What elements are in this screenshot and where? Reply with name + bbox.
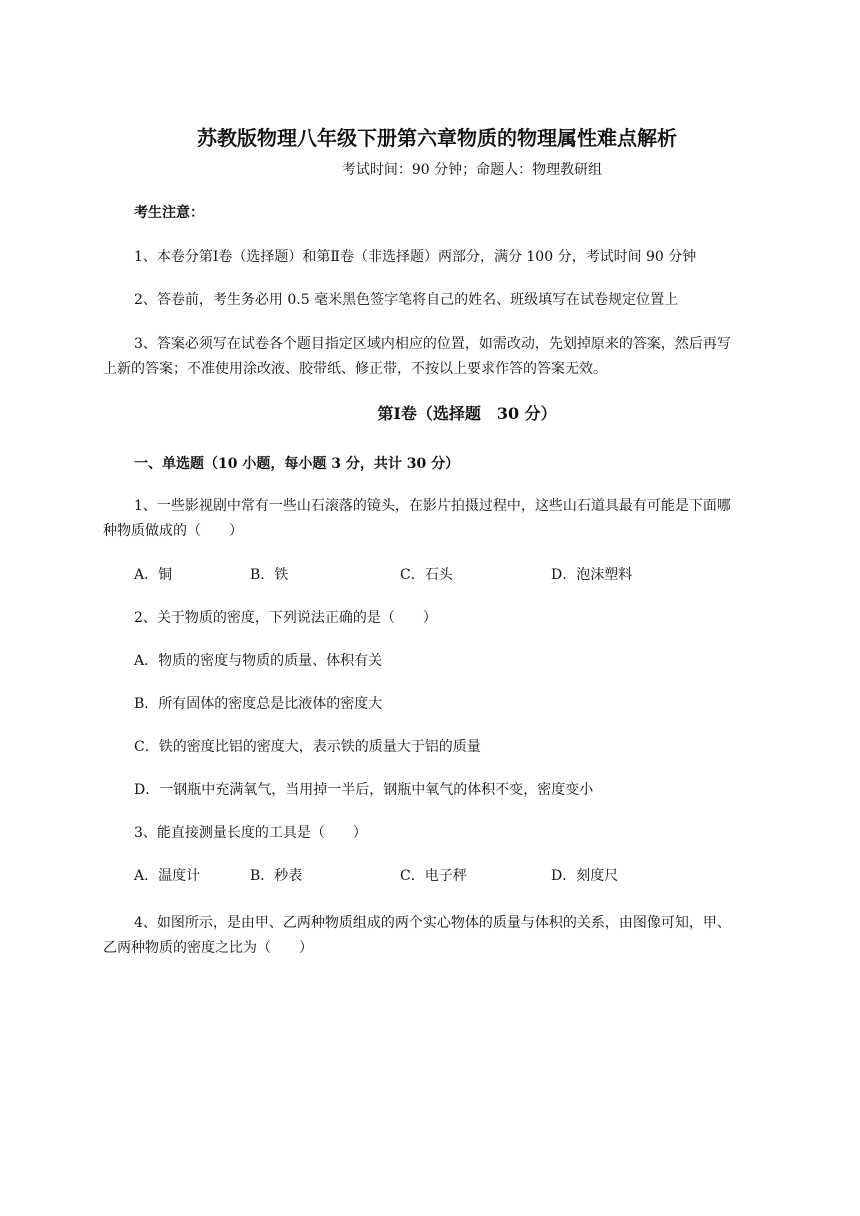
option-b: B．秒表 [250, 868, 303, 884]
option-b: B．所有固体的密度总是比液体的密度大 [134, 696, 383, 712]
option-c: C．铁的密度比铝的密度大，表示铁的质量大于铝的质量 [134, 739, 481, 755]
section-title: 第Ⅰ卷（选择题 30 分） [377, 404, 557, 423]
notice-item: 2、答卷前，考生务必用 0.5 毫米黑色签字笔将自己的姓名、班级填写在试卷规定位置上 [134, 292, 679, 308]
option-d: D．泡沫塑料 [551, 567, 633, 583]
question-stem: 4、如图所示，是由甲、乙两种物质组成的两个实心物体的质量与体积的关系，由图像可知，甲、 [134, 915, 731, 931]
page-title: 苏教版物理八年级下册第六章物质的物理属性难点解析 [197, 126, 677, 150]
notice-item: 1、本卷分第Ⅰ卷（选择题）和第Ⅱ卷（非选择题）两部分，满分 100 分，考试时间 90 分钟 [134, 249, 697, 265]
notice-item-continued: 上新的答案；不准使用涂改液、胶带纸、修正带，不按以上要求作答的答案无效。 [103, 361, 607, 377]
option-c: C．石头 [400, 567, 453, 583]
exam-info: 考试时间：90 分钟；命题人：物理教研组 [341, 162, 603, 178]
question-stem: 1、一些影视剧中常有一些山石滚落的镜头，在影片拍摄过程中，这些山石道具最有可能是下面哪 [134, 498, 731, 514]
question-stem: 2、关于物质的密度，下列说法正确的是（ ） [134, 610, 437, 626]
question-stem-continued: 乙两种物质的密度之比为（ ） [103, 940, 313, 956]
option-d: D．一钢瓶中充满氧气，当用掉一半后，钢瓶中氧气的体积不变，密度变小 [134, 782, 594, 798]
notice-item: 3、答案必须写在试卷各个题目指定区域内相应的位置，如需改动，先划掉原来的答案，然后再写 [134, 336, 731, 352]
question-stem-continued: 种物质做成的（ ） [103, 523, 243, 539]
part-heading: 一、单选题（10 小题，每小题 3 分，共计 30 分） [134, 456, 460, 472]
option-b: B．铁 [250, 567, 289, 583]
option-a: A．温度计 [134, 868, 201, 884]
option-c: C．电子秤 [400, 868, 467, 884]
option-a: A．物质的密度与物质的质量、体积有关 [134, 653, 383, 669]
notice-heading: 考生注意： [134, 205, 204, 221]
option-d: D．刻度尺 [551, 868, 619, 884]
question-stem: 3、能直接测量长度的工具是（ ） [134, 825, 367, 841]
option-a: A．铜 [134, 567, 173, 583]
